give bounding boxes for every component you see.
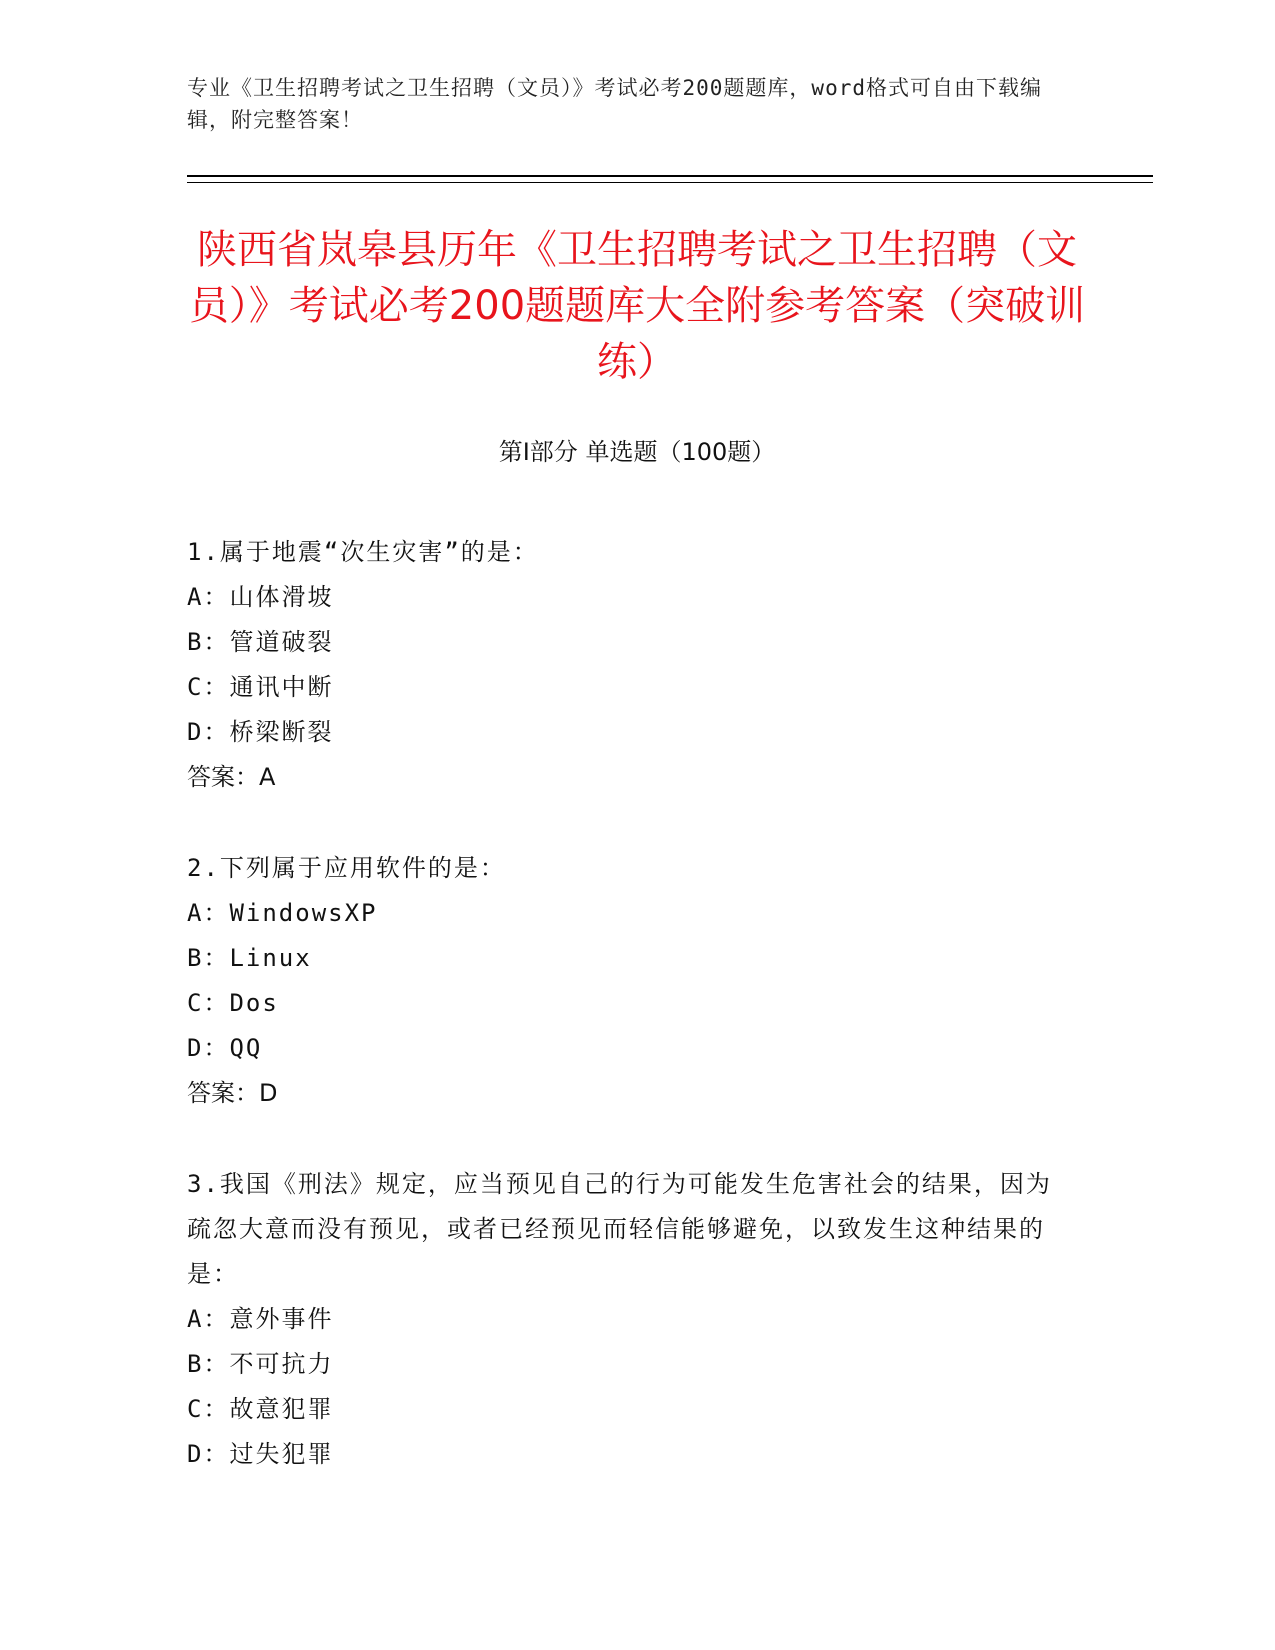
option-a: A：WindowsXP: [187, 899, 378, 927]
question-stem: 2.下列属于应用软件的是：: [187, 854, 506, 882]
option-b: B：不可抗力: [187, 1350, 334, 1378]
section-heading: 第I部分 单选题（100题）: [498, 438, 776, 466]
header-rule-thick: [187, 175, 1153, 177]
document-title: 陕西省岚皋县历年《卫生招聘考试之卫生招聘（文员）》考试必考200题题库大全附参考答案（突破训练）: [188, 227, 1086, 385]
option-d: D：QQ: [187, 1034, 263, 1062]
answer: 答案：A: [187, 763, 276, 791]
option-d: D：过失犯罪: [187, 1440, 334, 1468]
option-d: D：桥梁断裂: [187, 718, 334, 746]
option-c: C：Dos: [187, 989, 279, 1017]
question-list: [187, 530, 1067, 1523]
question-stem: 1.属于地震“次生灾害”的是：: [187, 538, 539, 566]
header-note: 专业《卫生招聘考试之卫生招聘（文员）》考试必考200题题库，word格式可自由下载编辑，附完整答案！: [187, 76, 1042, 132]
answer: 答案：D: [187, 1079, 278, 1107]
question-stem: 3.我国《刑法》规定，应当预见自己的行为可能发生危害社会的结果，因为疏忽大意而没有预见，或者已经预见而轻信能够避免，以致发生这种结果的是：: [187, 1170, 1052, 1288]
question-1: [187, 530, 1067, 800]
option-a: A：意外事件: [187, 1305, 334, 1333]
option-a: A：山体滑坡: [187, 583, 334, 611]
option-b: B：管道破裂: [187, 628, 334, 656]
question-2: [187, 846, 1067, 1116]
option-c: C：通讯中断: [187, 673, 334, 701]
header-rule-thin: [187, 182, 1153, 183]
option-b: B：Linux: [187, 944, 312, 972]
question-3: [187, 1162, 1067, 1477]
option-c: C：故意犯罪: [187, 1395, 334, 1423]
